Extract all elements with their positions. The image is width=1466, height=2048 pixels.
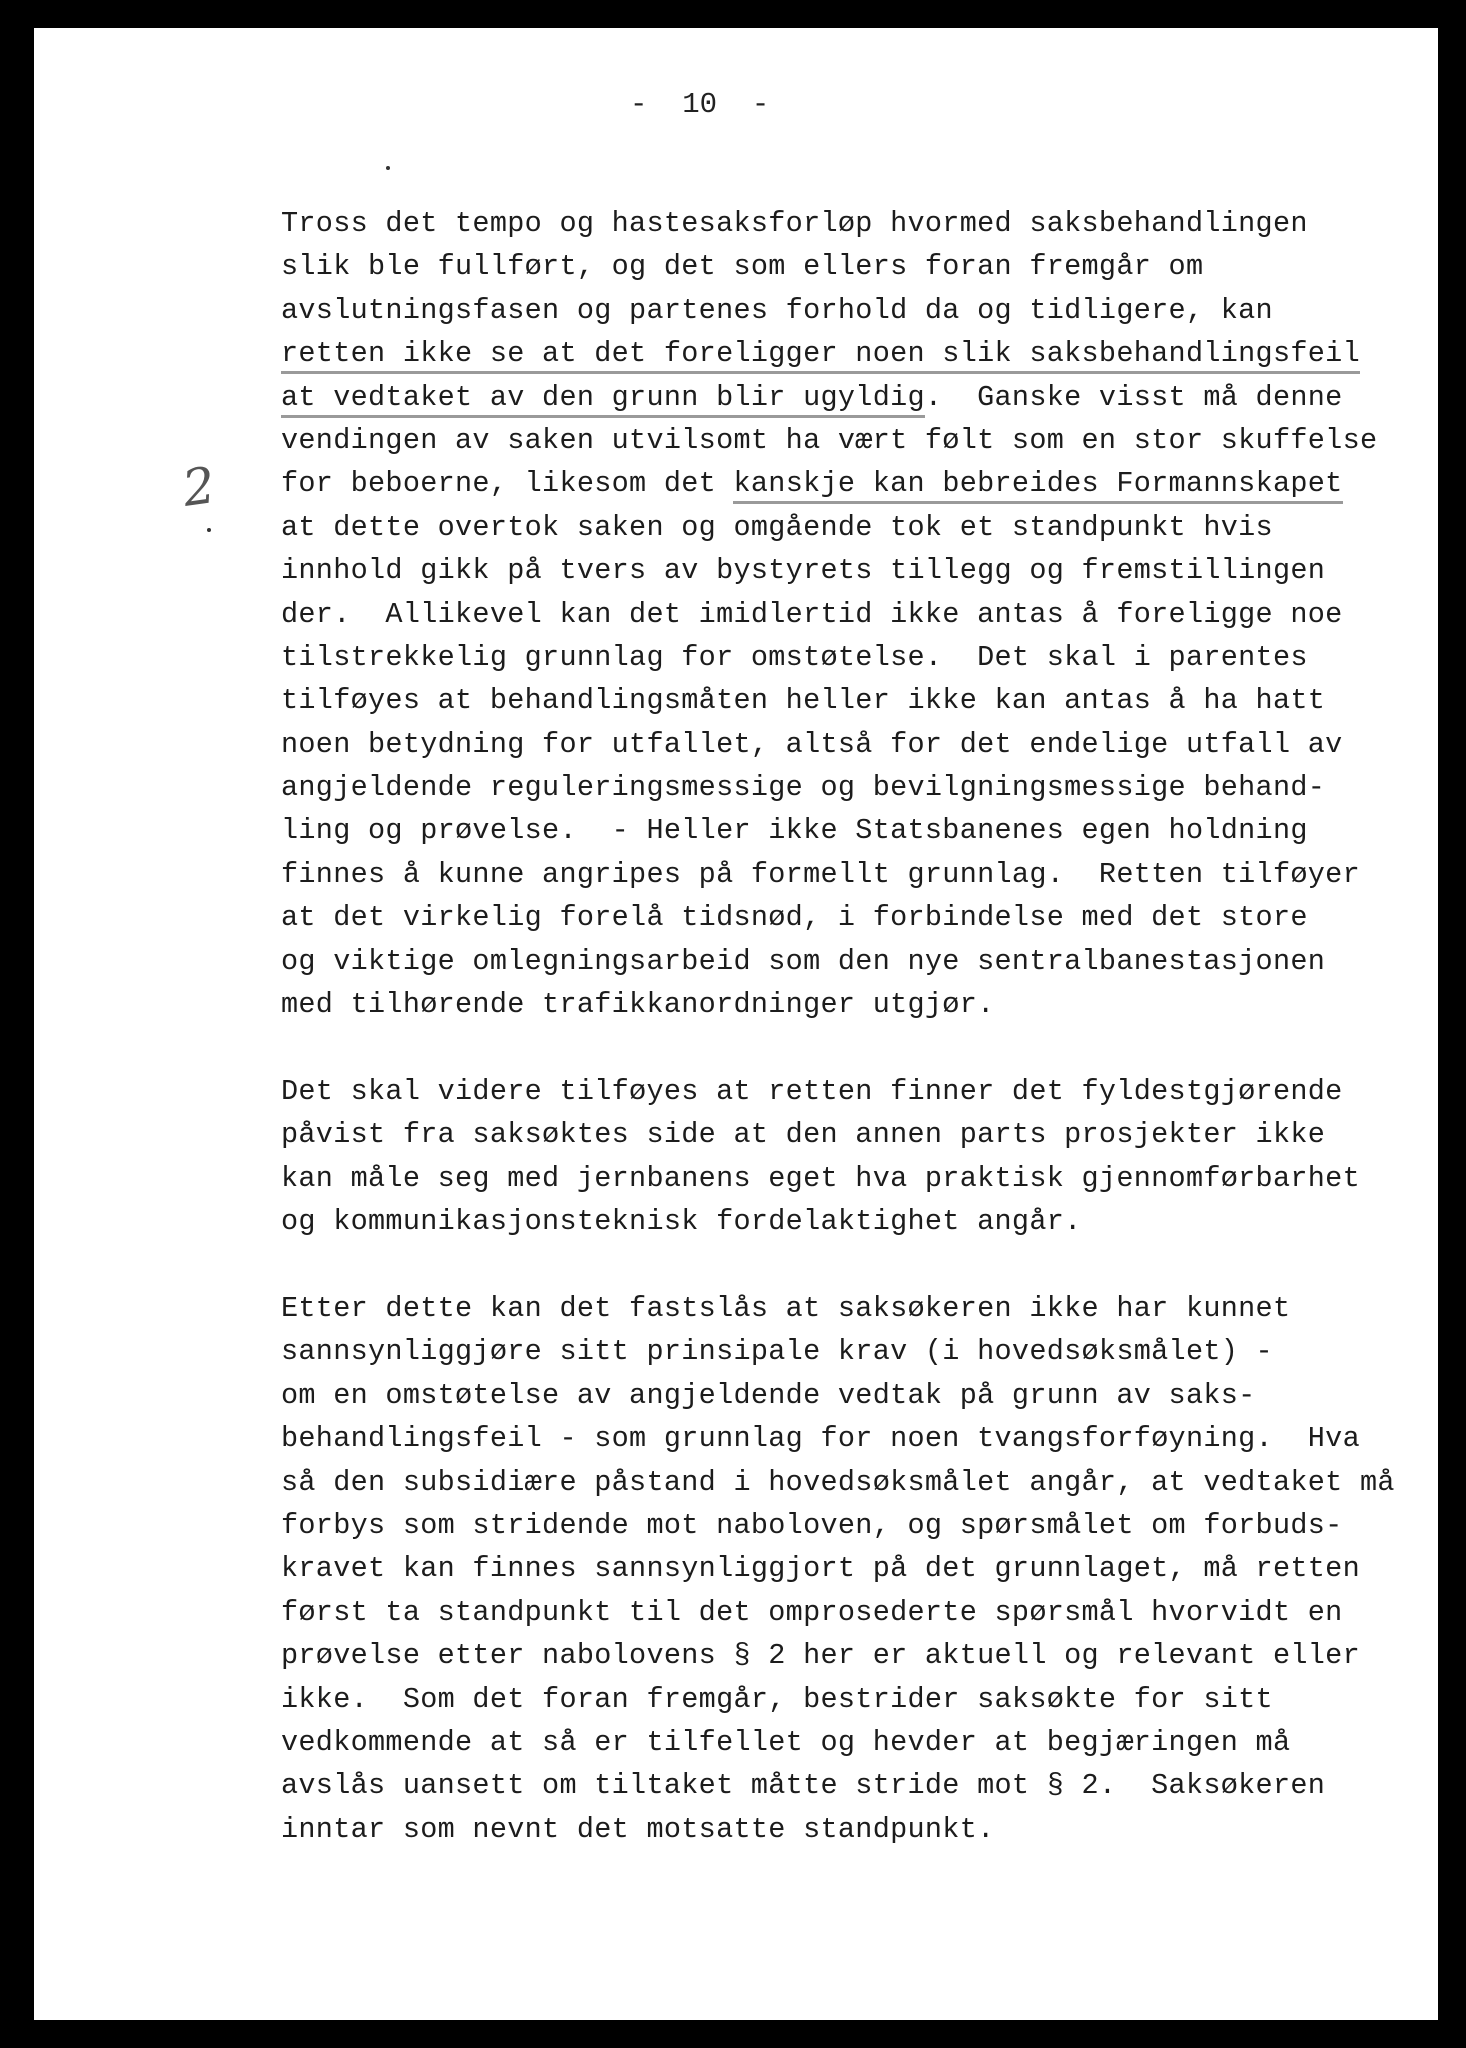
line-text: først ta standpunkt til det omprosederte spørsmål hvorvidt en (281, 1595, 1343, 1629)
text-line (281, 1330, 1395, 1373)
line-text: kan måle seg med jernbanens eget hva praktisk gjennomførbarhet (281, 1161, 1360, 1195)
text-line (281, 636, 1377, 679)
text-line (281, 332, 1377, 375)
text-line (281, 1113, 1360, 1156)
line-text: Det skal videre tilføyes at retten finner det fyldestgjørende (281, 1075, 1343, 1108)
text-line (281, 1070, 1360, 1113)
line-text: avslutningsfasen og partenes forhold da og tidligere, kan (281, 293, 1273, 327)
text-line (281, 809, 1377, 852)
text-line (281, 289, 1377, 332)
text-line (281, 593, 1377, 636)
text-line (281, 983, 1377, 1026)
line-text: noen betydning for utfallet, altså for det endelige utfall av (281, 727, 1343, 761)
text-line (281, 1461, 1395, 1504)
text-line (281, 1764, 1395, 1807)
ink-dot (207, 528, 211, 532)
line-text: angjeldende reguleringsmessige og bevilgningsmessige behand- (281, 771, 1326, 805)
line-text: sannsynliggjøre sitt prinsipale krav (i hovedsøksmålet) - (281, 1335, 1273, 1369)
underlined-text: at vedtaket av den grunn blir ugyldig (281, 381, 925, 418)
line-text: Tross det tempo og hastesaksforløp hvormed saksbehandlingen (281, 207, 1308, 240)
text-line (281, 679, 1377, 722)
line-text: behandlingsfeil - som grunnlag for noen tvangsforføyning. Hva (281, 1422, 1360, 1456)
line-text: ling og prøvelse. - Heller ikke Statsbanenes egen holdning (281, 814, 1308, 848)
line-text: at det virkelig forelå tidsnød, i forbindelse med det store (281, 901, 1308, 935)
text-line (281, 202, 1377, 245)
text-line (281, 1808, 1395, 1851)
line-text: om en omstøtelse av angjeldende vedtak på grunn av saks- (281, 1378, 1256, 1412)
text-line (281, 1591, 1395, 1634)
line-text: så den subsidiære påstand i hovedsøksmålet angår, at vedtaket må (281, 1465, 1395, 1499)
text-line (281, 1157, 1360, 1200)
paragraph-3 (281, 1287, 1395, 1851)
text-line (281, 1287, 1395, 1330)
text-line (281, 376, 1377, 419)
text-line (281, 245, 1377, 288)
line-text: inntar som nevnt det motsatte standpunkt. (281, 1812, 995, 1846)
underlined-text: kanskje kan bebreides Formannskapet (733, 467, 1342, 504)
line-text: vendingen av saken utvilsomt ha vært følt som en stor skuffelse (281, 423, 1378, 457)
line-text: med tilhørende trafikkanordninger utgjør. (281, 988, 995, 1022)
text-line (281, 1721, 1395, 1764)
ink-dot (386, 166, 390, 170)
line-text: der. Allikevel kan det imidlertid ikke antas å foreligge noe (281, 597, 1343, 631)
line-text: for beboerne, likesom det (281, 467, 734, 501)
line-text: . Ganske visst må denne (924, 380, 1343, 414)
text-line (281, 896, 1377, 939)
paragraph-2 (281, 1070, 1360, 1244)
text-line (281, 419, 1377, 462)
text-line (281, 549, 1377, 592)
line-text: ikke. Som det foran fremgår, bestrider saksøkte for sitt (281, 1682, 1273, 1716)
text-line (281, 1417, 1395, 1460)
line-text: tilstrekkelig grunnlag for omstøtelse. Det skal i parentes (281, 640, 1308, 674)
line-text: avslås uansett om tiltaket måtte stride mot § 2. Saksøkeren (281, 1769, 1326, 1803)
text-line (281, 1374, 1395, 1417)
line-text: slik ble fullført, og det som ellers foran fremgår om (281, 250, 1204, 284)
text-line (281, 853, 1377, 896)
line-text: tilføyes at behandlingsmåten heller ikke kan antas å ha hatt (281, 684, 1326, 718)
text-line (281, 766, 1377, 809)
line-text: kravet kan finnes sannsynliggjort på det grunnlaget, må retten (281, 1552, 1360, 1586)
text-line (281, 1504, 1395, 1547)
text-line (281, 506, 1377, 549)
line-text: innhold gikk på tvers av bystyrets tillegg og fremstillingen (281, 554, 1326, 588)
line-text: forbys som stridende mot naboloven, og spørsmålet om forbuds- (281, 1508, 1343, 1542)
handwritten-margin-mark: 2 (179, 456, 219, 518)
text-line (281, 1634, 1395, 1677)
line-text: prøvelse etter nabolovens § 2 her er aktuell og relevant eller (281, 1639, 1360, 1673)
page-number: - 10 - (630, 88, 770, 121)
line-text: finnes å kunne angripes på formellt grunnlag. Retten tilføyer (281, 857, 1360, 891)
line-text: at dette overtok saken og omgående tok et standpunkt hvis (281, 510, 1273, 544)
text-line (281, 940, 1377, 983)
line-text: og kommunikasjonsteknisk fordelaktighet angår. (281, 1205, 1082, 1239)
line-text: vedkommende at så er tilfellet og hevder at begjæringen må (281, 1725, 1291, 1759)
text-line (281, 723, 1377, 766)
underlined-text: retten ikke se at det foreligger noen slik saksbehandlingsfeil (281, 337, 1360, 374)
text-line (281, 1200, 1360, 1243)
line-text: påvist fra saksøktes side at den annen parts prosjekter ikke (281, 1118, 1326, 1152)
text-line (281, 1678, 1395, 1721)
line-text: og viktige omlegningsarbeid som den nye sentralbanestasjonen (281, 944, 1326, 978)
text-line (281, 1547, 1395, 1590)
paragraph-1 (281, 202, 1377, 1026)
text-line (281, 462, 1377, 505)
line-text: Etter dette kan det fastslås at saksøkeren ikke har kunnet (281, 1292, 1291, 1325)
